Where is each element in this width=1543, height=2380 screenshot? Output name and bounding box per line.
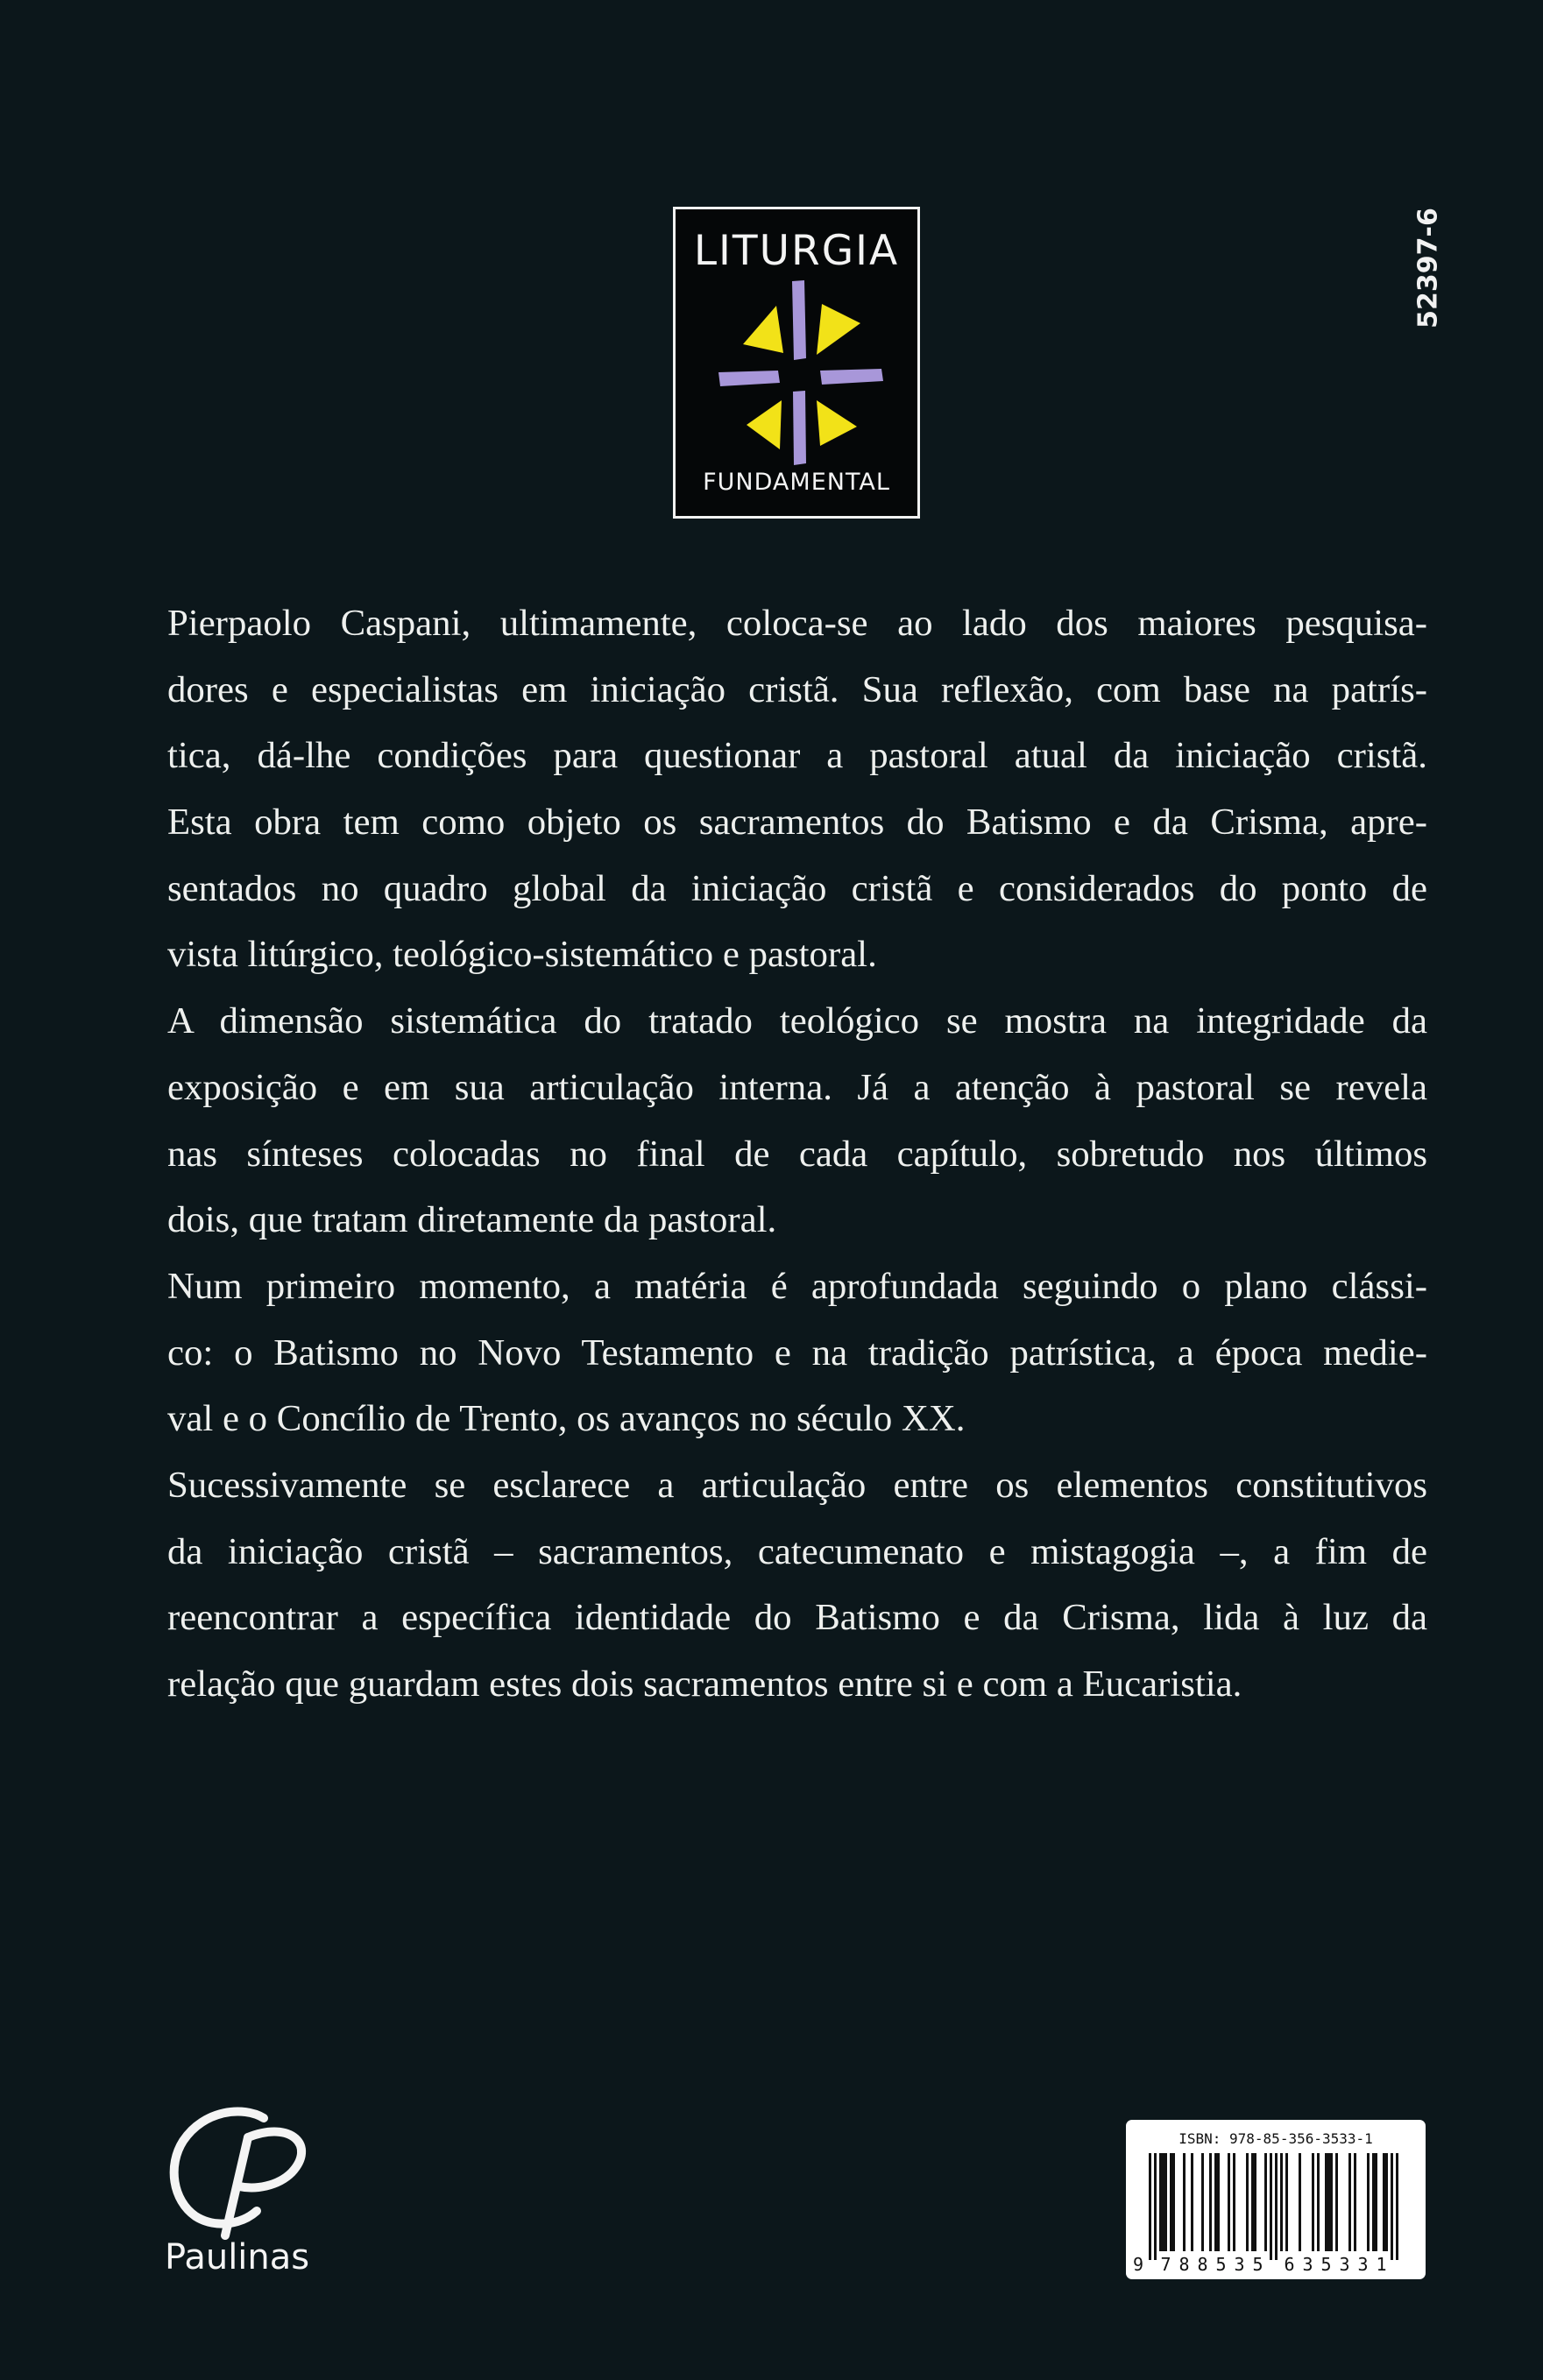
barcode-bar bbox=[1264, 2153, 1267, 2251]
barcode-bar bbox=[1209, 2153, 1212, 2251]
description-line: exposição e em sua articulação interna. Já a atenção à pastoral se revela bbox=[167, 1066, 1427, 1108]
series-title-bottom: FUNDAMENTAL bbox=[703, 469, 890, 496]
description-line: dois, que tratam diretamente da pastoral. bbox=[167, 1199, 777, 1241]
barcode-bar bbox=[1251, 2153, 1254, 2251]
barcode-bar bbox=[1280, 2153, 1283, 2251]
description-line: reencontrar a específica identidade do Batismo e da Crisma, lida à luz da bbox=[167, 1597, 1427, 1639]
barcode-digit: 8 bbox=[1197, 2254, 1208, 2275]
barcode-bar bbox=[1396, 2153, 1398, 2260]
barcode-graphic bbox=[1126, 2120, 1426, 2279]
monogram-c bbox=[174, 2112, 264, 2224]
monogram-p-bowl bbox=[239, 2132, 301, 2188]
barcode-bar bbox=[1170, 2153, 1172, 2251]
barcode-digit: 8 bbox=[1178, 2254, 1190, 2275]
barcode-bar bbox=[1214, 2153, 1217, 2251]
description-line: da iniciação cristã – sacramentos, catecumenato e mistagogia –, a fim de bbox=[167, 1530, 1427, 1572]
barcode-digit: 7 bbox=[1160, 2254, 1171, 2275]
barcode-bar bbox=[1159, 2153, 1162, 2251]
publisher-name: Paulinas bbox=[165, 2237, 310, 2278]
description-line: A dimensão sistemática do tratado teológico se mostra na integridade da bbox=[167, 1000, 1427, 1042]
publisher-logo bbox=[160, 2102, 336, 2286]
barcode-bar bbox=[1367, 2153, 1370, 2251]
barcode-bar bbox=[1285, 2153, 1288, 2251]
barcode-bar bbox=[1312, 2153, 1314, 2251]
cross-emblem-icon bbox=[701, 278, 897, 474]
product-code bbox=[1389, 208, 1468, 328]
barcode-digit: 3 bbox=[1302, 2254, 1313, 2275]
description-line: nas sínteses colocadas no final de cada capítulo, sobretudo nos últimos bbox=[167, 1133, 1427, 1175]
back-cover-description bbox=[167, 590, 1427, 1718]
barcode-bar bbox=[1317, 2153, 1320, 2251]
cross-arm-top bbox=[792, 280, 806, 360]
barcode-bar bbox=[1183, 2153, 1186, 2251]
description-line: co: o Batismo no Novo Testamento e na tradição patrística, a época medie- bbox=[167, 1331, 1427, 1374]
barcode-bar bbox=[1172, 2153, 1175, 2251]
barcode-bar bbox=[1372, 2153, 1375, 2251]
description-line: val e o Concílio de Trento, os avanços no século XX. bbox=[167, 1398, 966, 1440]
cross-arm-left bbox=[718, 371, 780, 386]
segment-bottom-left bbox=[747, 400, 782, 449]
barcode-bar bbox=[1375, 2153, 1377, 2251]
description-line: vista litúrgico, teológico-sistemático e pastoral. bbox=[167, 934, 877, 976]
barcode-digit: 3 bbox=[1339, 2254, 1350, 2275]
description-line: sentados no quadro global da iniciação cristã e considerados do ponto de bbox=[167, 867, 1427, 909]
barcode-bar bbox=[1254, 2153, 1256, 2251]
series-title-top: LITURGIA bbox=[693, 227, 900, 275]
cross-arms bbox=[718, 280, 883, 465]
barcode-digit: 9 bbox=[1132, 2254, 1144, 2275]
isbn-label: ISBN: 978-85-356-3533-1 bbox=[1178, 2130, 1373, 2147]
barcode-digit: 5 bbox=[1320, 2254, 1332, 2275]
description-line: Sucessivamente se esclarece a articulação entre os elementos constitutivos bbox=[167, 1464, 1427, 1506]
barcode-bar bbox=[1325, 2153, 1327, 2251]
barcode-bar bbox=[1385, 2153, 1388, 2251]
barcode-bar bbox=[1228, 2153, 1230, 2251]
barcode-bar bbox=[1217, 2153, 1220, 2251]
barcode-digit: 6 bbox=[1284, 2254, 1295, 2275]
barcode-bar bbox=[1354, 2153, 1356, 2251]
barcode-digit: 5 bbox=[1252, 2254, 1263, 2275]
description-line: dores e especialistas em iniciação cristã. Sua reflexão, com base na patrís- bbox=[167, 668, 1427, 710]
barcode-bar bbox=[1348, 2153, 1351, 2251]
description-line: Num primeiro momento, a matéria é aprofundada seguindo o plano clássi- bbox=[167, 1265, 1427, 1307]
segment-top-left bbox=[743, 306, 783, 353]
barcode-bar bbox=[1299, 2153, 1301, 2251]
barcode-digit: 5 bbox=[1215, 2254, 1227, 2275]
barcode-bar bbox=[1233, 2153, 1235, 2251]
description-line: Pierpaolo Caspani, ultimamente, coloca-se ao lado dos maiores pesquisa- bbox=[167, 603, 1427, 644]
barcode-bar bbox=[1149, 2153, 1151, 2260]
segment-bottom-right bbox=[817, 400, 857, 446]
barcode-bar bbox=[1162, 2153, 1164, 2251]
barcode-bar bbox=[1383, 2153, 1385, 2251]
cross-arm-right bbox=[820, 369, 883, 385]
series-logo-box bbox=[673, 207, 920, 519]
barcode-bar bbox=[1335, 2153, 1338, 2251]
publisher-monogram-icon bbox=[160, 2102, 318, 2242]
barcode-digit: 1 bbox=[1376, 2254, 1387, 2275]
barcode-bar bbox=[1154, 2153, 1157, 2260]
barcode-bar bbox=[1275, 2153, 1278, 2260]
segment-top-right bbox=[817, 304, 860, 355]
barcode-bar bbox=[1164, 2153, 1167, 2251]
barcode-bar bbox=[1270, 2153, 1272, 2260]
isbn-barcode bbox=[1126, 2120, 1426, 2279]
description-line: Esta obra tem como objeto os sacramentos do Batismo e da Crisma, apre- bbox=[167, 802, 1427, 844]
barcode-digit: 3 bbox=[1234, 2254, 1245, 2275]
barcode-bar bbox=[1201, 2153, 1204, 2251]
barcode-bar bbox=[1246, 2153, 1249, 2251]
barcode-bar bbox=[1330, 2153, 1333, 2251]
barcode-digit: 3 bbox=[1357, 2254, 1369, 2275]
barcode-bar bbox=[1327, 2153, 1330, 2251]
barcode-bar bbox=[1391, 2153, 1393, 2260]
description-line: tica, dá-lhe condições para questionar a pastoral atual da iniciação cristã. bbox=[167, 735, 1427, 777]
description-line: relação que guardam estes dois sacramentos entre si e com a Eucaristia. bbox=[167, 1663, 1242, 1705]
barcode-bar bbox=[1191, 2153, 1193, 2251]
product-code-text: 52397-6 bbox=[1412, 208, 1444, 328]
cross-arm-bottom bbox=[793, 391, 806, 465]
